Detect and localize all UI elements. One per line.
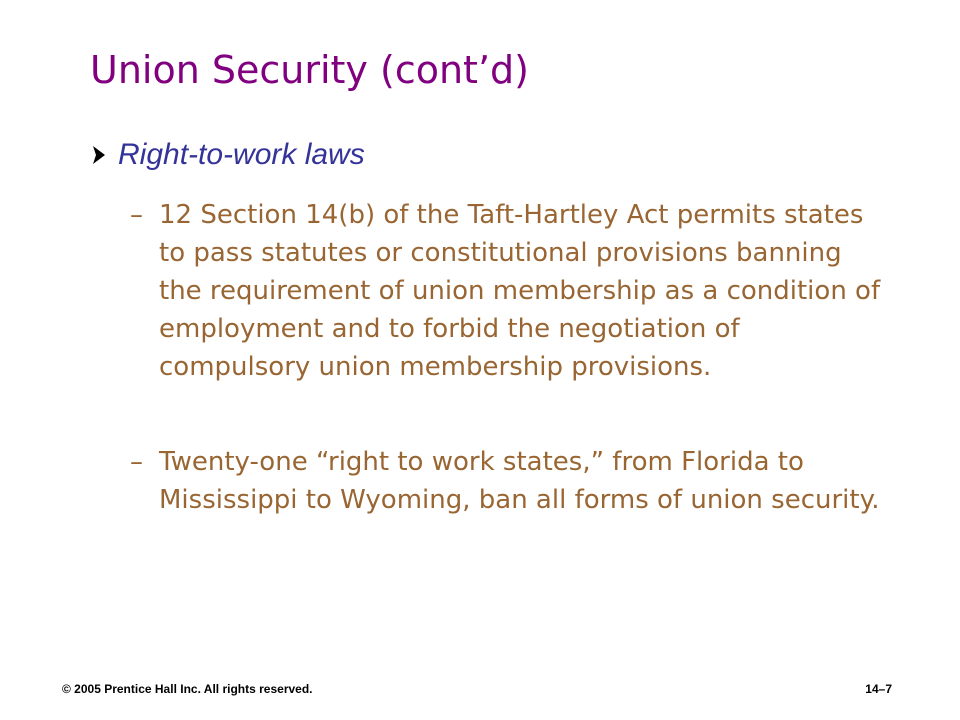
slide-title: Union Security (cont’d): [90, 48, 529, 92]
main-bullet-text: Right-to-work laws: [118, 138, 365, 171]
main-bullet: [90, 138, 365, 172]
subpoint: [130, 443, 890, 519]
subpoint-text: 12 Section 14(b) of the Taft-Hartley Act permits states to pass statutes or constitutional provisions banning the requirement of union membership as a condition of employment and to forbid the negotiation of compulsory union membership provisions.: [159, 200, 881, 382]
subpoint-text: Twenty-one “right to work states,” from Florida to Mississippi to Wyoming, ban all forms of union security.: [159, 447, 880, 515]
arrow-bullet-icon: [90, 140, 110, 170]
footer-copyright: © 2005 Prentice Hall Inc. All rights reserved.: [62, 682, 313, 696]
subpoint: [130, 196, 890, 386]
footer-page-number: 14–7: [865, 682, 892, 696]
subpoint-dash: –: [130, 200, 143, 230]
subpoint-dash: –: [130, 447, 143, 477]
